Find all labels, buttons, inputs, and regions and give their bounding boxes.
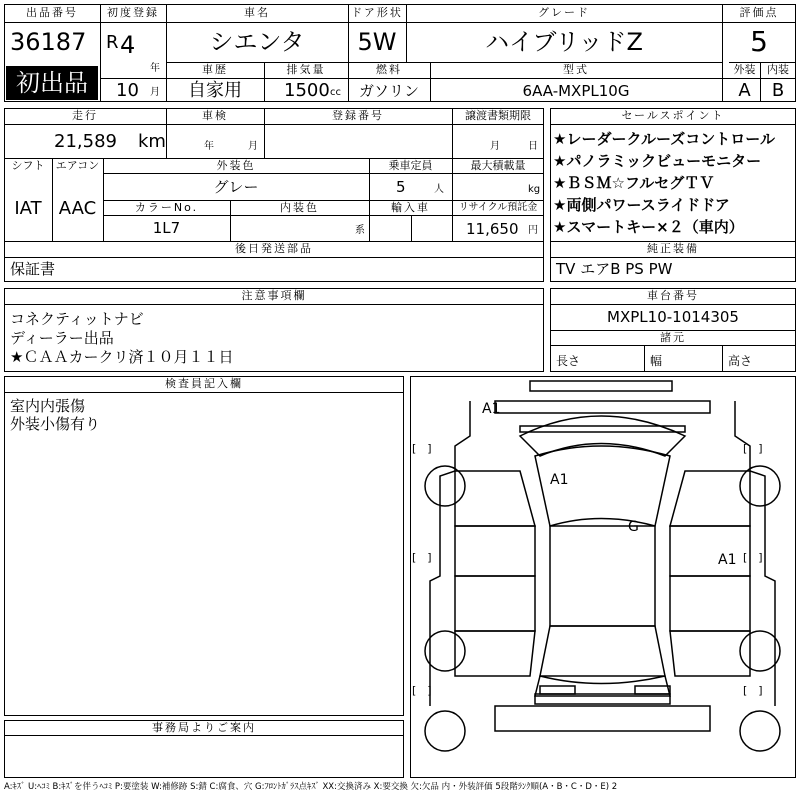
lot-no-label: 出品番号	[26, 6, 78, 19]
grade-label: グレード	[538, 6, 590, 19]
color-no-label: カラーNo.	[134, 201, 199, 214]
equip-value: TV エアB PS PW	[556, 260, 673, 278]
ac: AAC	[58, 198, 97, 219]
capacity: 5	[396, 178, 406, 196]
month-unit: 月	[150, 87, 160, 98]
bracket-mark: [ ]	[743, 442, 763, 455]
inspector-line: 外装小傷有り	[10, 415, 101, 433]
cc-unit: cc	[330, 87, 341, 98]
wheel-front-left	[425, 466, 465, 506]
capacity-unit: 人	[434, 184, 444, 195]
car-diagram	[410, 376, 796, 778]
model-label: 型式	[563, 63, 589, 76]
mileage-label: 走行	[72, 109, 98, 122]
sales-item: ★両側パワースライドドア	[553, 196, 730, 214]
inspector-label: 検査員記入欄	[165, 377, 243, 390]
bracket-mark: [ ]	[743, 551, 763, 564]
sales-item: ★ＢＳＭ☆フルセグＴＶ	[553, 174, 715, 192]
era: R	[106, 32, 119, 53]
office-label: 事務局よりご案内	[152, 721, 256, 734]
displacement: 1500	[284, 80, 330, 101]
rear-bumper-lower	[495, 706, 710, 731]
inspection-label: 車検	[202, 109, 228, 122]
left-door-rear	[455, 576, 535, 631]
first-reg-label: 初度登録	[107, 6, 159, 19]
wheel-spare-left	[425, 711, 465, 751]
reg-month: 10	[116, 80, 139, 101]
lot-no: 36187	[10, 28, 87, 56]
door: 5W	[357, 28, 397, 56]
sales-item: ★パノラミックビューモニター	[553, 152, 762, 170]
docs-day: 日	[528, 141, 538, 152]
plate-label: 登録番号	[332, 109, 384, 122]
shift-label: シフト	[11, 159, 45, 172]
shift: IAT	[14, 198, 42, 219]
legend: A:ｷｽﾞ U:ﾍｺﾐ B:ｷｽﾞを伴うﾍｺﾐ P:要塗装 W:補修跡 S:錆 C:腐食、穴 G:ﾌﾛﾝﾄｶﾞﾗｽ点ｷｽﾞ XX:交換済み X:要交換 欠:欠品 内・外装評価 5段階ﾗﾝｸ順(A・B・C・D・E) 2	[4, 782, 618, 792]
score-label: 評価点	[739, 6, 779, 19]
fuel-label: 燃料	[376, 63, 402, 76]
caution-label: 注意事項欄	[241, 289, 307, 302]
recycle-label: リサイクル預託金	[458, 202, 538, 213]
damage-mark: A1	[482, 401, 501, 417]
capacity-label: 乗車定員	[388, 159, 433, 172]
right-door-front	[670, 526, 750, 576]
ext-grade: A	[738, 80, 751, 101]
right-front-fender	[670, 471, 750, 526]
caution-line: ディーラー出品	[10, 329, 114, 347]
int-color-label: 内装色	[280, 201, 319, 214]
wheel-rear-left	[425, 631, 465, 671]
bracket-mark: [ ]	[412, 442, 432, 455]
model: 6AA-MXPL10G	[522, 82, 630, 100]
rear-glass-outline	[540, 626, 665, 684]
ac-label: エアコン	[55, 159, 100, 172]
inspection-year: 年	[204, 141, 214, 152]
door-label: ドア形状	[351, 6, 403, 19]
caution-line: コネクティットナビ	[10, 310, 144, 328]
damage-mark: A1	[718, 552, 737, 568]
right-door-rear	[670, 576, 750, 631]
damage-mark: A1	[550, 472, 569, 488]
load-label: 最大積載量	[470, 159, 526, 172]
mileage: 21,589	[54, 131, 117, 152]
inspection-month: 月	[248, 141, 258, 152]
wheel-rear-right	[740, 631, 780, 671]
reg-year: 4	[120, 31, 136, 59]
color: グレー	[213, 178, 259, 196]
chassis-label: 車台番号	[647, 289, 699, 302]
int-label: 内装	[767, 63, 789, 76]
ext-label: 外装	[733, 63, 756, 76]
color-label: 外装色	[216, 159, 256, 172]
left-door-front	[455, 526, 535, 576]
later-parts-label: 後日発送部品	[235, 242, 313, 255]
left-body-line	[430, 401, 470, 706]
front-roof-box	[530, 381, 672, 391]
bracket-mark: [ ]	[412, 551, 432, 564]
displacement-label: 排気量	[286, 63, 326, 76]
height-label: 高さ	[728, 354, 753, 368]
year-unit: 年	[150, 63, 160, 74]
sales-item: ★レーダークルーズコントロール	[553, 130, 775, 148]
left-rear-quarter	[455, 631, 535, 676]
dims-label: 諸元	[660, 331, 686, 344]
front-grille	[520, 426, 685, 432]
int-color-unit: 系	[355, 225, 365, 236]
fuel: ガソリン	[358, 82, 419, 100]
bracket-mark: [ ]	[412, 684, 432, 697]
score: 5	[750, 25, 768, 58]
first-listing-text: 初出品	[16, 69, 88, 97]
int-grade: B	[771, 80, 785, 101]
inspector-line: 室内内張傷	[10, 397, 86, 415]
sales-item: ★スマートキー×２（車内）	[553, 218, 744, 236]
first-listing-badge	[6, 66, 98, 100]
chassis-no: MXPL10-1014305	[607, 308, 739, 326]
import-label: 輸入車	[391, 201, 430, 214]
bracket-mark: [ ]	[743, 684, 763, 697]
wheel-front-right	[740, 466, 780, 506]
yen-unit: 円	[528, 225, 538, 236]
length-label: 長さ	[556, 354, 581, 368]
docs-month: 月	[490, 141, 500, 152]
car-name: シエンタ	[209, 28, 305, 56]
color-no: 1L7	[152, 219, 181, 237]
rear-plate-area-right	[635, 686, 670, 694]
hood-outline	[520, 416, 685, 456]
history-label: 車歴	[202, 63, 228, 76]
rear-plate-area	[540, 686, 575, 694]
wheel-spare-right	[740, 711, 780, 751]
car-name-label: 車名	[244, 6, 270, 19]
sales-label: セールスポイント	[621, 109, 725, 122]
left-front-fender	[455, 471, 535, 526]
load-unit: kg	[528, 184, 541, 195]
caution-line: ★ＣＡＡカークリ済１０月１１日	[10, 348, 234, 366]
docs-label: 譲渡書類期限	[465, 109, 531, 122]
km-unit: km	[138, 131, 166, 152]
grade: ハイブリッドZ	[485, 28, 643, 56]
roof-outline	[550, 526, 655, 626]
damage-mark: G	[628, 519, 639, 535]
width-label: 幅	[650, 354, 663, 368]
recycle-fee: 11,650	[466, 220, 519, 238]
right-rear-quarter	[670, 631, 750, 676]
front-bumper-top	[495, 401, 710, 413]
later-parts: 保証書	[10, 260, 56, 278]
equip-label: 純正装備	[647, 242, 699, 255]
history: 自家用	[188, 80, 242, 101]
